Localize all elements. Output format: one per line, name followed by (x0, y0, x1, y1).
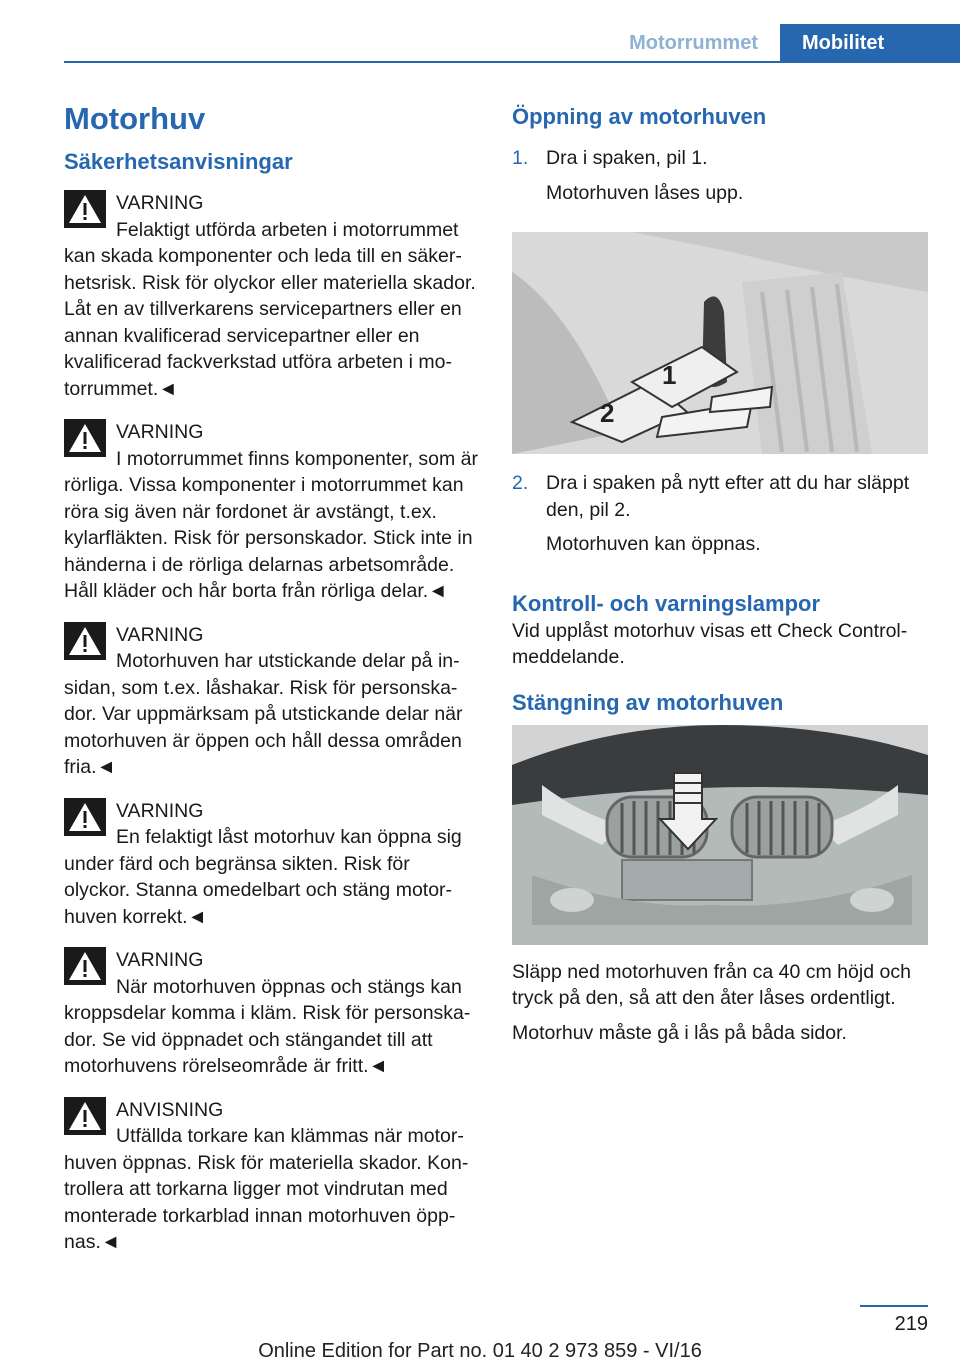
section-heading-close: Stängning av motorhuven (512, 689, 784, 715)
right-column (512, 103, 928, 1054)
step-result: Motorhuven kan öppnas. (546, 533, 761, 555)
warning-block (64, 622, 480, 781)
warning-triangle-icon (64, 1097, 106, 1135)
tab-section[interactable]: Motorrummet (607, 24, 780, 62)
warning-triangle-icon (64, 798, 106, 836)
closing-hood-photo (512, 725, 928, 945)
warning-title: VARNING (116, 192, 204, 214)
lamps-text: Vid upplåst motorhuv visas ett Check Control-meddelande. (512, 619, 908, 668)
warning-text: Utfällda torkare kan klämmas när motorhuven öppnas. Risk för materiella skador. Kontrollera att torkarna ligger mot vindrutan med monterade torkarblad innan motorhuven öppnas.◄ (64, 1125, 469, 1253)
warning-list (64, 190, 480, 1256)
section-heading-safety: Säkerhetsanvisningar (64, 149, 293, 174)
warning-title: VARNING (116, 421, 204, 443)
left-column (64, 100, 480, 1273)
warning-block (64, 190, 480, 402)
tab-chapter[interactable]: Mobilitet (780, 24, 960, 62)
footer-edition: Online Edition for Part no. 01 40 2 973 859 - VI/16 (258, 1340, 702, 1362)
step-2 (512, 470, 928, 566)
warning-text: I motorrummet finns komponenter, som är rörliga. Vissa komponenter i motorrummet kan röra sig även när fordonet är avstängt, t.ex. kylarfläkten. Risk för personskador. Stick inte in händerna i de rörliga delarnas arbetsområde. Håll kläder och hår borta från rörliga delar.◄ (64, 447, 478, 602)
section-heading-open: Öppning av motorhuven (512, 104, 767, 129)
warning-block (64, 947, 480, 1080)
page-title: Motorhuv (64, 101, 206, 136)
warning-triangle-icon (64, 947, 106, 985)
warning-block (64, 419, 480, 605)
step-number: 1. (512, 147, 529, 169)
header-rule (64, 61, 960, 63)
warning-triangle-icon (64, 190, 106, 228)
hood-release-lever-photo (512, 232, 928, 454)
step-1 (512, 145, 928, 214)
step-text: Dra i spaken, pil 1. (546, 147, 708, 169)
warning-title: VARNING (116, 799, 204, 822)
warning-text: Felaktigt utförda arbeten i motorrummet kan skada komponenter och leda till en säkerhetsrisk. Risk för olyckor eller materiella skador. Låt en av tillverkarens servicepartners eller en annan kvalificerad servicepartner eller en kvalificerad fackverkstad utföra arbeten i motorrummet.◄ (64, 218, 476, 400)
step-text: Dra i spaken på nytt efter att du har släppt den, pil 2. (546, 472, 910, 521)
warning-triangle-icon (64, 622, 106, 660)
warning-text: När motorhuven öppnas och stängs kan kroppsdelar komma i kläm. Risk för personskador. Se vid öppnadet och stängandet till att motorhuvens rörelseområde är fritt.◄ (64, 975, 471, 1077)
warning-title: ANVISNING (116, 1098, 224, 1121)
page-number-block (860, 1305, 928, 1336)
step-number: 2. (512, 472, 529, 494)
warning-title: VARNING (116, 949, 204, 971)
header-tabs (607, 24, 960, 62)
warning-title: VARNING (116, 623, 204, 646)
page-number: 219 (894, 1313, 928, 1335)
warning-block (64, 1097, 480, 1256)
close-text-2: Motorhuv måste gå i lås på båda sidor. (512, 1021, 847, 1044)
arrow-label-2: 2 (600, 398, 615, 428)
warning-block (64, 798, 480, 931)
page-number-rule (860, 1305, 928, 1307)
close-text-1: Släpp ned motorhuven från ca 40 cm höjd och tryck på den, så att den åter låses ordentligt. (512, 960, 911, 1009)
step-result: Motorhuven låses upp. (546, 181, 744, 204)
section-heading-lamps: Kontroll- och varningslampor (512, 590, 821, 616)
arrow-label-1: 1 (662, 360, 677, 390)
warning-triangle-icon (64, 419, 106, 457)
warning-text: Motorhuven har utstickande delar på insidan, som t.ex. låshakar. Risk för personskador. Var uppmärksam på utstickande delar när motorhuven är öppen och håll dessa områden fria.◄ (64, 650, 463, 778)
warning-text: En felaktigt låst motorhuv kan öppna sig under färd och begränsa sikten. Risk för olyckor. Stanna omedelbart och stäng motorhuven korrekt.◄ (64, 826, 462, 928)
